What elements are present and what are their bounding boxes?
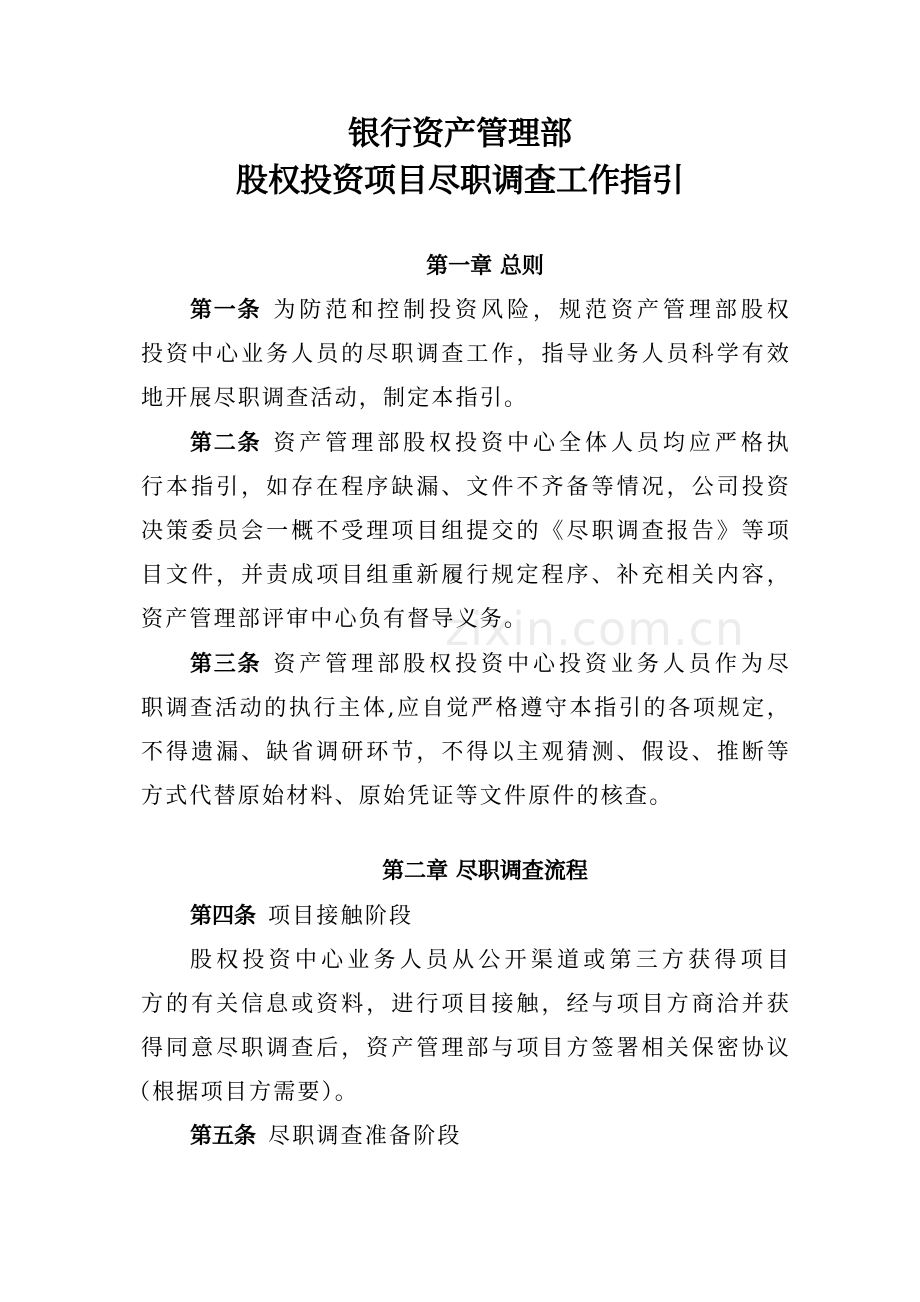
article-1-line-1: [190, 296, 791, 326]
article-2-line-1: [190, 429, 791, 459]
document-title-line-2: 股权投资项目尽职调查工作指引: [235, 161, 684, 199]
article-4-title: 项目接触阶段: [268, 904, 414, 929]
article-1-line-3: 地开展尽职调查活动，制定本指引。: [141, 386, 529, 411]
article-4-body-line-3: 得同意尽职调查后，资产管理部与项目方签署相关保密协议: [141, 1036, 791, 1061]
article-2-line-2: 行本指引，如存在程序缺漏、文件不齐备等情况，公司投资: [141, 475, 791, 500]
article-4-line-1: [190, 902, 791, 932]
article-2-line-5: 资产管理部评审中心负有督导义务。: [141, 607, 529, 632]
article-3-line-2: 职调查活动的执行主体,应自觉严格遵守本指引的各项规定，: [141, 696, 791, 721]
chapter-1-heading: 第一章 总则: [426, 254, 544, 279]
article-3-label: 第三条: [190, 652, 262, 677]
article-2-label: 第二条: [190, 431, 262, 456]
article-2-line-3: 决策委员会一概不受理项目组提交的《尽职调查报告》等项: [141, 519, 791, 544]
article-2-line-4: 目文件，并责成项目组重新履行规定程序、补充相关内容，: [141, 563, 791, 588]
article-1-label: 第一条: [190, 298, 262, 323]
article-4-body-line-1: 股权投资中心业务人员从公开渠道或第三方获得项目: [190, 948, 791, 973]
article-4-body-line-4: （根据项目方需要）。: [128, 1080, 360, 1105]
article-4-body-line-2: 方的有关信息或资料，进行项目接触，经与项目方商洽并获: [141, 992, 791, 1017]
chapter-2-heading: 第二章 尽职调查流程: [382, 859, 588, 884]
article-1-line-2: 投资中心业务人员的尽职调查工作，指导业务人员科学有效: [141, 342, 791, 367]
article-5-label: 第五条: [190, 1124, 257, 1149]
article-3-line-4: 方式代替原始材料、原始凭证等文件原件的核查。: [141, 784, 674, 809]
document-title-line-1: 银行资产管理部: [347, 114, 572, 152]
article-5-line-1: [190, 1122, 791, 1152]
article-4-label: 第四条: [190, 904, 257, 929]
article-3-text-1: 资产管理部股权投资中心投资业务人员作为尽: [273, 652, 791, 677]
article-2-text-1: 资产管理部股权投资中心全体人员均应严格执: [273, 431, 791, 456]
watermark-text: zixin.com.cn: [445, 602, 746, 656]
article-3-line-3: 不得遗漏、缺省调研环节，不得以主观猜测、假设、推断等: [141, 740, 791, 765]
article-5-title: 尽职调查准备阶段: [268, 1124, 462, 1149]
article-1-text-1: 为防范和控制投资风险，规范资产管理部股权: [273, 298, 791, 323]
